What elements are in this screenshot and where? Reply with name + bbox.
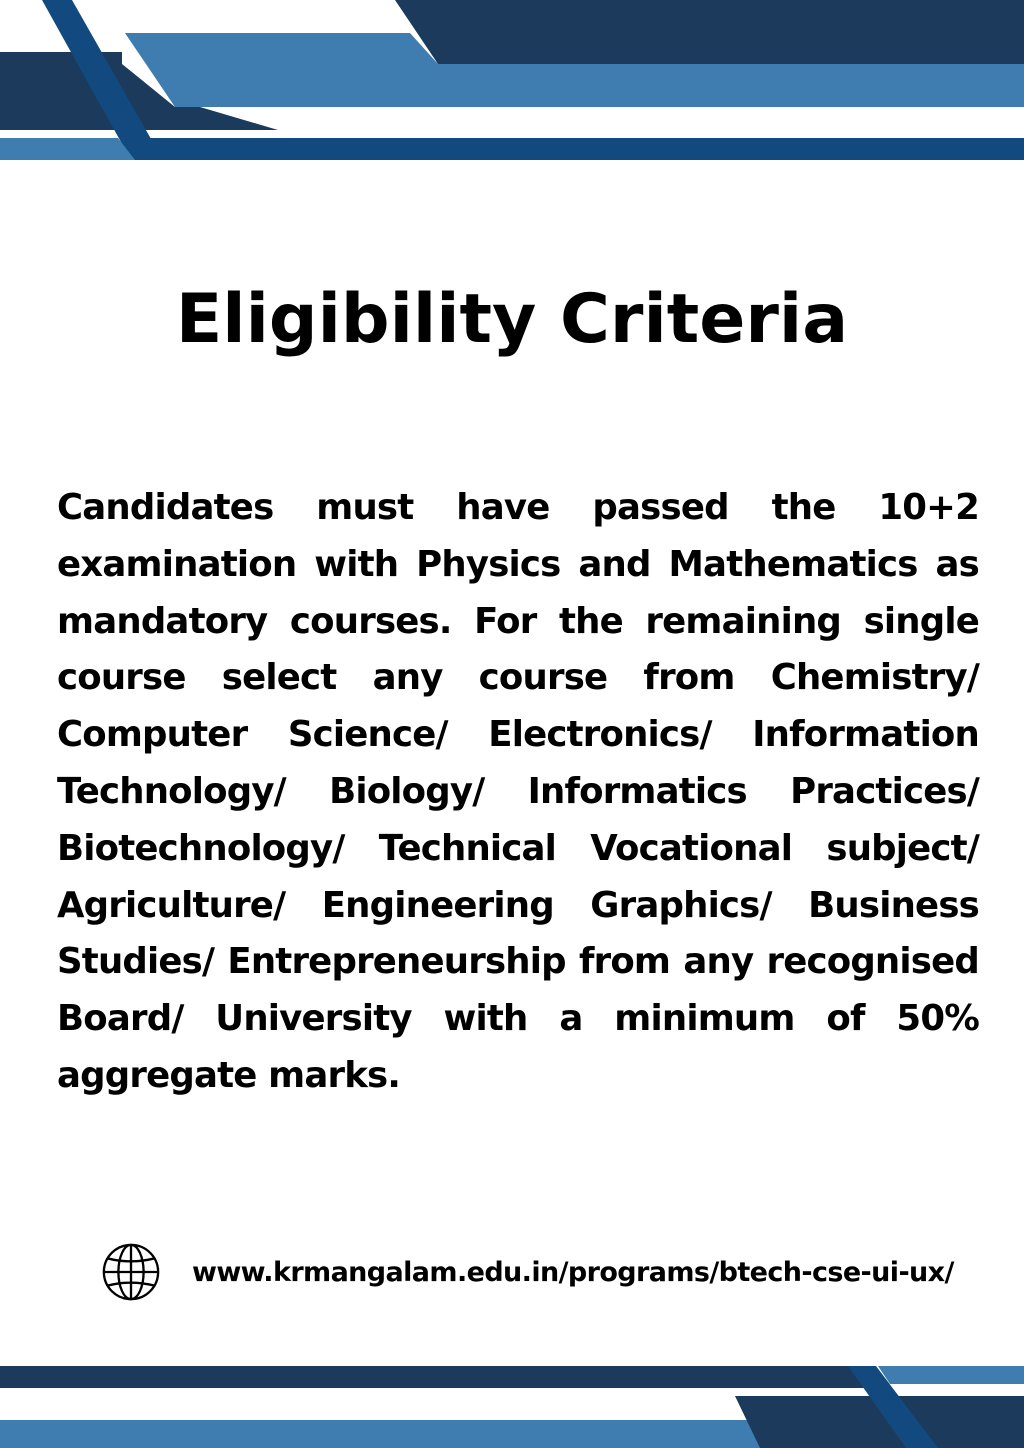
bottom-light-right-strip [878,1366,1024,1384]
bottom-decorative-banner [0,1360,1024,1448]
bottom-light-blue-band [0,1420,880,1448]
bottom-navy-stripe [0,1366,872,1388]
top-bottom-stripe [148,138,1024,160]
website-footer [100,1240,954,1304]
top-decorative-banner [0,0,1024,170]
page-title: Eligibility Criteria [175,280,849,359]
top-left-light-strip [0,138,135,160]
website-url-link[interactable]: www.krmangalam.edu.in/programs/btech-cse-ui-ux/ [192,1256,954,1288]
top-navy-band [395,0,1024,64]
eligibility-description: Candidates must have passed the 10+2 examination with Physics and Mathematics as mandatory courses. For the remaining single course select any course from Chemistry/ Computer Science/ Electronics/ Information Technology/ Biology/ Informatics Practices/ Biotechnology/ Technical Vocational subject/ Agriculture/ Engineering Graphics/ Business Studies/ Entrepreneurship from any recognised Board/ University with a minimum of 50% aggregate marks. [57,487,979,1096]
globe-icon [100,1241,162,1303]
